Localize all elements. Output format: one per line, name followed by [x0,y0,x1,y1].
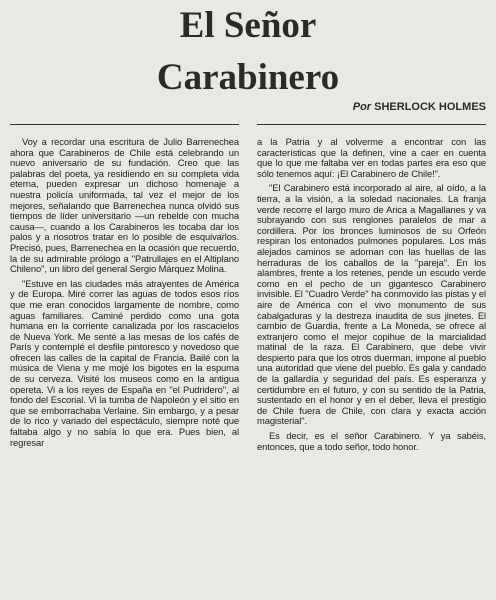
right-column [257,137,486,456]
byline [353,101,486,113]
left-column-rule [10,124,239,125]
right-paragraph-2: "El Carabinero está incorporado al aire, al oído, a la tierra, a la visión, a la soledad nacionales. La franja verde recorre el largo muro de Arica a Magallanes y va subrayando con sus renglones paralelos de mar a cordillera. Por los bronces luminosos de su Orfeón respiran los entonados pulmones populares. Los más alejados caminos se adornan con las huellas de las herraduras de los caballos de la "pareja". En los alambres, frente a los retenes, pende un escudo verde como en el pecho de un gigantesco Carabinero invisible. El "Cuadro Verde" ha conmovido las pistas y el aire de América con el vivo monumento de sus cabalgaduras y la destreza inaudita de sus jinetes. El cambio de Guardia, frente a La Moneda, se ofrece al extranjero como el mejor copihue de la marcialidad matinal de la raza. El Carabinero, que debe vivir despierto para que los otros duerman, impone al pueblo una autoridad que viene del pueblo. Es gala y candado de la gallardía y seguridad del país. Es esperanza y certidumbre en el futuro, y con su sentido de la Patria, sustentado en el honor y en el deber, lleva el prestigio de Chile fuera de Chile, con clara y exacta acción magisterial". [257,182,486,427]
byline-prefix: Por [352,101,372,113]
left-paragraph-1: Voy a recordar una escritura de Julio Barrenechea ahora que Carabineros de Chile está celebrando un nuevo aniversario de su fundación. Creo que las palabras del poeta, ya residiendo en su completa vida eterna, pueden expresar un dichoso homenaje a nuestra policía uniformada, tal vez el mejor de los mejores, señalando que Barrenechea nunca olvidó sus tiempos de líder universitario —un rebelde con mucha causa—, cuando a los Carabineros les tocaba dar los palos y a nosotros tratar en lo posible de esquivarlos. Precisó, pues, Barrenechea en la ocasión que recuerdo, la de su admirable prólogo a "Patrullajes en el Altiplano Chileno", un libro del general Sergio Márquez Molina. [10,136,239,275]
article-title-line-1: El Señor [179,5,317,46]
left-column [10,137,239,452]
left-paragraph-2: "Estuve en las ciudades más atrayentes de América y de Europa. Miré correr las aguas de todos esos ríos que me eran conocidos largamente de nombre, como aguas familiares. Caminé perdido como una gota humana en la corriente canalizada por los rascacielos de Nueva York. Me senté a las mesas de los cafés de París y contemplé el desfile pintoresco y novedoso que ofrecen las calles de la capital de Francia. Bailé con la música de Viena y me mojé los bigotes en la espuma de su cerveza. Visité los museos como en la antigua opereta. Vi a los reyes de España en "el Pudridero", al fondo del Escorial. Vi la tumba de Napoleón y el sitio en que se emborrachaba Verlaine. Sin embargo, y a pesar de lo rico y variado del espectáculo, siempre noté que faltaba algo y no sabía lo que era. Pues bien, al regresar [10,277,239,448]
article-title-line-2: Carabinero [156,57,340,98]
right-column-rule [257,124,486,125]
byline-author: SHERLOCK HOLMES [374,101,486,113]
right-paragraph-1: a la Patria y al volverme a encontrar con las características que la definen, vine a caer en cuenta que lo que me faltaba ver en todas partes era eso que sólo tenemos aquí: ¡El Carabinero de Chile!". [257,136,486,179]
right-paragraph-3: Es decir, es el señor Carabinero. Y ya sabéis, entonces, que a todo señor, todo honor. [257,430,486,452]
